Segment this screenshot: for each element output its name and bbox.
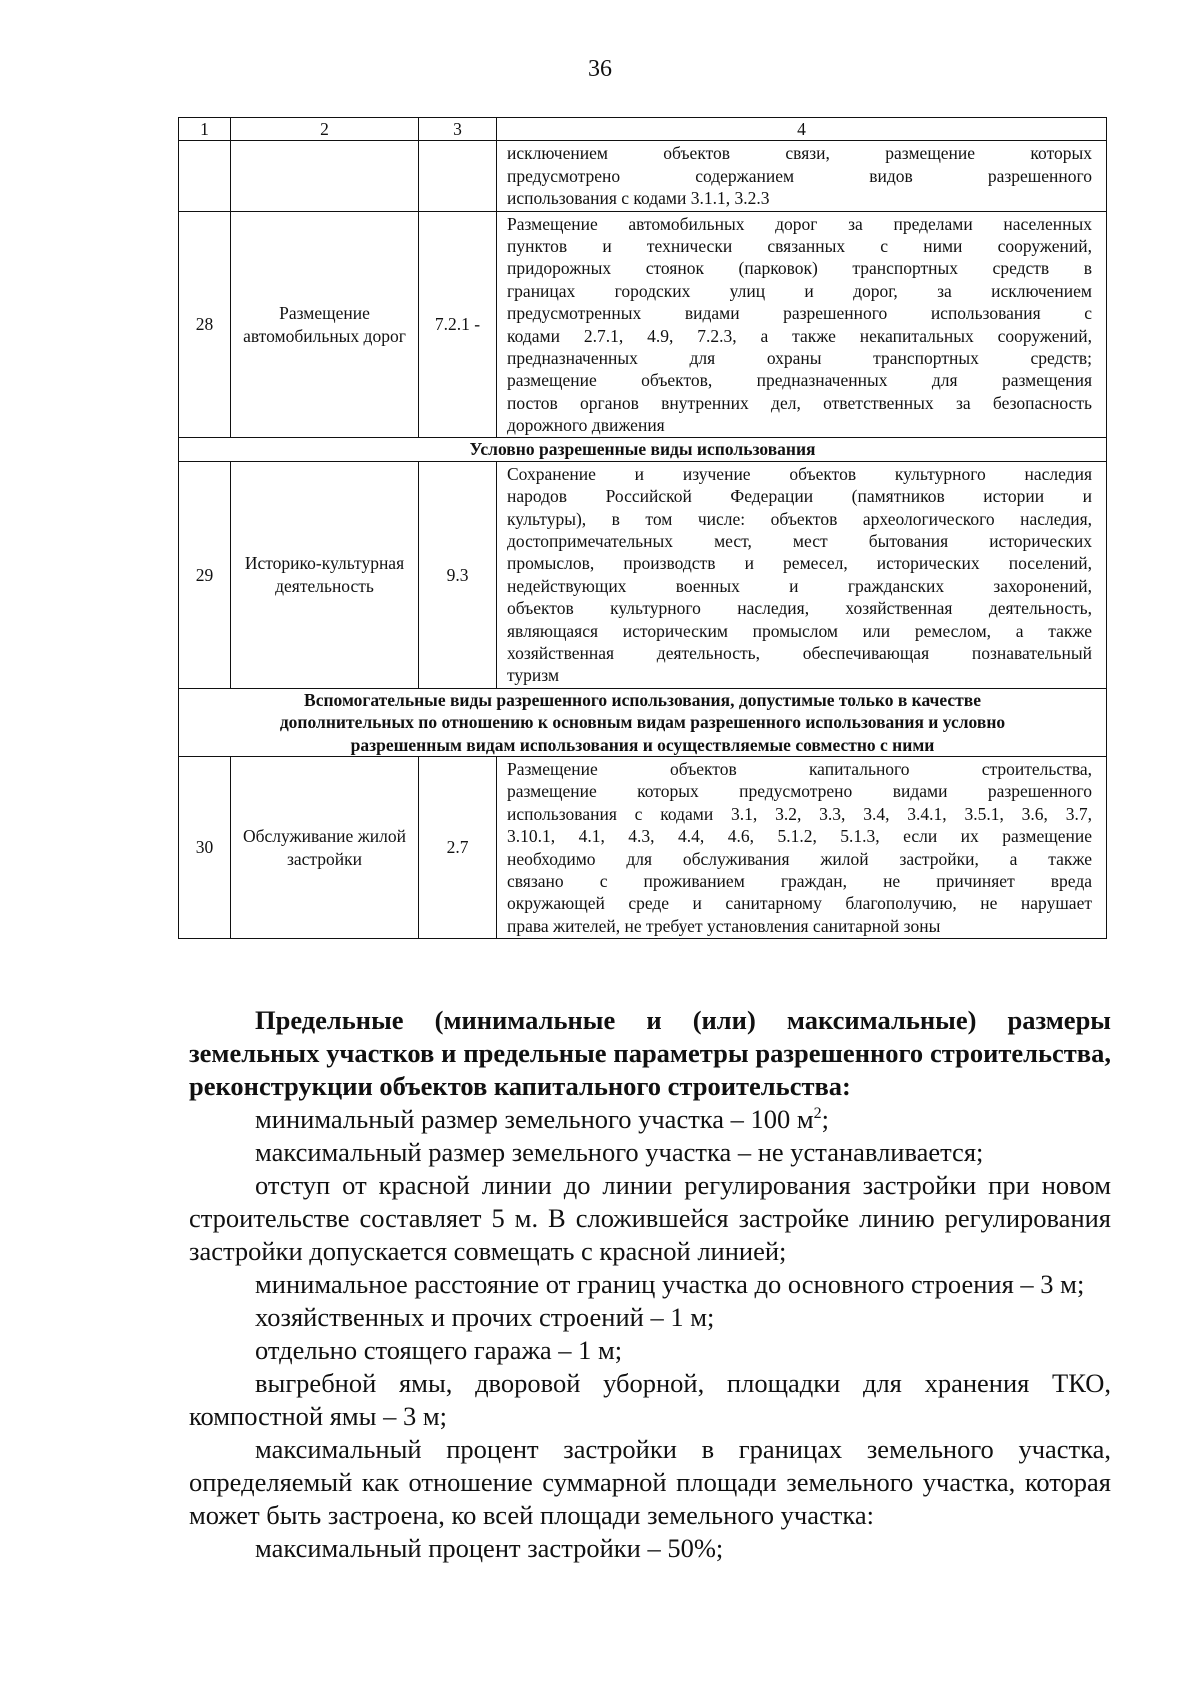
- description-line: использования с кодами 3.1.1, 3.2.3: [507, 188, 770, 209]
- description-line: окружающей среде и санитарному благополучию, не нарушает: [507, 893, 1092, 914]
- row-description: [497, 461, 1107, 688]
- row-name: Обслуживание жилой застройки: [231, 756, 419, 938]
- header-col-1: 1: [179, 118, 231, 141]
- row-code: 2.7: [419, 756, 497, 938]
- row-code: 9.3: [419, 461, 497, 688]
- section-header-auxiliary: [179, 688, 1107, 756]
- red-line-setback: отступ от красной линии до линии регулирования застройки при новом строительстве составляет 5 м. В сложившейся застройке линию регулирования застройки допускается совмещать с красной линией;: [189, 1170, 1111, 1266]
- min-plot-text: минимальный размер земельного участка – 100 м: [255, 1104, 814, 1134]
- description-line: хозяйственная деятельность, обеспечивающая познавательный: [507, 642, 1092, 663]
- distance-outbuildings: хозяйственных и прочих строений – 1 м;: [255, 1302, 715, 1332]
- description-line: промыслов, производств и ремесел, исторических поселений,: [507, 553, 1092, 574]
- row-number: 30: [179, 756, 231, 938]
- description-line: являющаяся историческим промыслом или ремеслом, а также: [507, 620, 1092, 641]
- description-line: необходимо для обслуживания жилой застройки, а также: [507, 848, 1092, 869]
- description-line: 3.10.1, 4.1, 4.3, 4.4, 4.6, 5.1.2, 5.1.3, если их размещение: [507, 826, 1092, 847]
- row-name: [231, 141, 419, 211]
- distance-cesspit: выгребной ямы, дворовой уборной, площадки для хранения ТКО, компостной ямы – 3 м;: [189, 1368, 1111, 1431]
- building-parameters: [189, 1004, 1111, 1565]
- row-code: 7.2.1 -: [419, 211, 497, 438]
- section-title: Условно разрешенные виды использования: [179, 438, 1107, 461]
- description-line: Размещение автомобильных дорог за пределами населенных: [507, 213, 1092, 234]
- description-line: культуры), в том числе: объектов археологического наследия,: [507, 508, 1092, 529]
- section-title-line: дополнительных по отношению к основным видам разрешенного использования и условно: [279, 712, 1006, 733]
- row-number: 29: [179, 461, 231, 688]
- land-use-table: [178, 117, 1107, 939]
- description-line: дорожного движения: [507, 415, 665, 436]
- header-col-4: 4: [497, 118, 1107, 141]
- section-title-line: Вспомогательные виды разрешенного использования, допустимые только в качестве: [304, 689, 981, 710]
- row-name: Размещение автомобильных дорог: [231, 211, 419, 438]
- description-line: народов Российской Федерации (памятников истории и: [507, 486, 1092, 507]
- description-line: недействующих военных и гражданских захоронений,: [507, 575, 1092, 596]
- distance-garage: отдельно стоящего гаража – 1 м;: [255, 1335, 623, 1365]
- description-line: размещение которых предусмотрено видами разрешенного: [507, 781, 1092, 802]
- section-title: [179, 688, 1107, 756]
- table-row: [179, 461, 1107, 688]
- page-number: 36: [588, 56, 612, 82]
- description-line: размещение объектов, предназначенных для размещения: [507, 370, 1092, 391]
- description-line: придорожных стоянок (парковок) транспортных средств в: [507, 258, 1092, 279]
- row-description: [497, 756, 1107, 938]
- row-number: [179, 141, 231, 211]
- description-line: пунктов и технически связанных с ними сооружений,: [507, 235, 1092, 256]
- description-line: предусмотрено содержанием видов разрешенного: [507, 165, 1092, 186]
- description-line: Размещение объектов капитального строительства,: [507, 758, 1092, 779]
- row-number: 28: [179, 211, 231, 438]
- min-distance-main-building: минимальное расстояние от границ участка до основного строения – 3 м;: [255, 1269, 1085, 1299]
- description-line: достопримечательных мест, мест бытования исторических: [507, 531, 1092, 552]
- row-name: Историко-культурная деятельность: [231, 461, 419, 688]
- table-header-row: [179, 118, 1107, 141]
- max-coverage-definition: максимальный процент застройки в границах земельного участка, определяемый как отношение суммарной площади земельного участка, которая может быть застроена, ко всей площади земельного участка:: [189, 1434, 1111, 1530]
- max-plot-size: максимальный размер земельного участка – не устанавливается;: [255, 1137, 984, 1167]
- table-row: [179, 211, 1107, 438]
- description-line: связано с проживанием граждан, не причиняет вреда: [507, 870, 1092, 891]
- description-line: использования с кодами 3.1, 3.2, 3.3, 3.4, 3.4.1, 3.5.1, 3.6, 3.7,: [507, 803, 1092, 824]
- description-line: исключением объектов связи, размещение которых: [507, 143, 1092, 164]
- description-line: Сохранение и изучение объектов культурного наследия: [507, 463, 1092, 484]
- section-header-conditional: [179, 438, 1107, 461]
- table-row: [179, 141, 1107, 211]
- parameters-heading: Предельные (минимальные и (или) максимальные) размеры земельных участков и предельные параметры разрешенного строительства, реконструкции объектов капитального строительства:: [189, 1005, 1111, 1101]
- max-coverage: максимальный процент застройки – 50%;: [255, 1533, 724, 1563]
- header-col-2: 2: [231, 118, 419, 141]
- row-description: [497, 141, 1107, 211]
- min-plot-sup: 2: [813, 1105, 822, 1123]
- description-line: объектов культурного наследия, хозяйственная деятельность,: [507, 598, 1092, 619]
- description-line: предназначенных для охраны транспортных средств;: [507, 347, 1092, 368]
- min-plot-end: ;: [821, 1104, 830, 1134]
- section-title-line: разрешенным видам использования и осуществляемые совместно с ними: [350, 734, 935, 755]
- row-code: [419, 141, 497, 211]
- description-line: предусмотренных видами разрешенного использования с: [507, 303, 1092, 324]
- description-line: границах городских улиц и дорог, за исключением: [507, 280, 1092, 301]
- table-row: [179, 756, 1107, 938]
- description-line: права жителей, не требует установления санитарной зоны: [507, 915, 941, 936]
- row-description: [497, 211, 1107, 438]
- description-line: постов органов внутренних дел, ответственных за безопасность: [507, 392, 1092, 413]
- header-col-3: 3: [419, 118, 497, 141]
- description-line: кодами 2.7.1, 4.9, 7.2.3, а также некапитальных сооружений,: [507, 325, 1092, 346]
- description-line: туризм: [507, 665, 560, 686]
- min-plot-size: [189, 1103, 1111, 1136]
